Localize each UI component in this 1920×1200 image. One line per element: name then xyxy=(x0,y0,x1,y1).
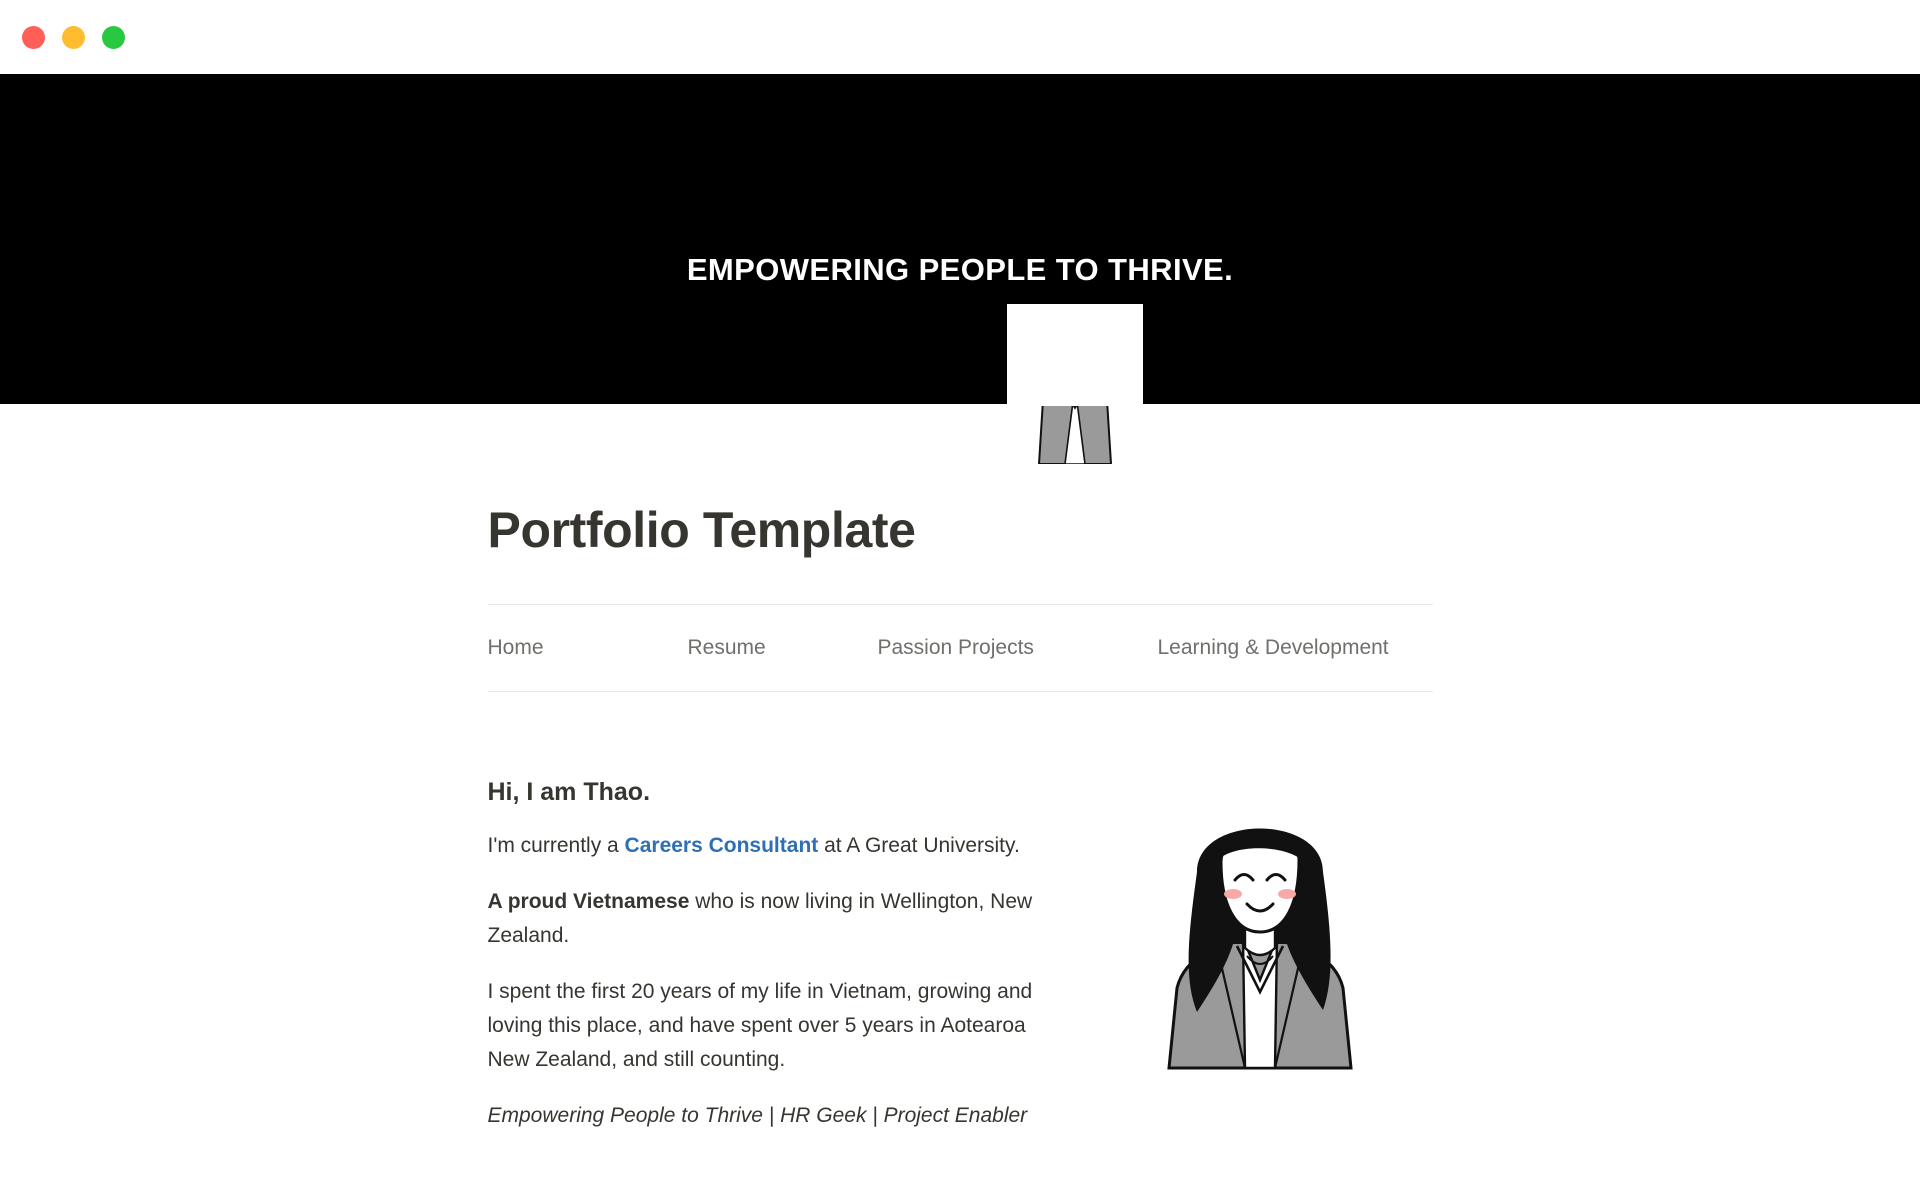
intro-paragraph-1 xyxy=(488,829,1048,863)
tab-nav xyxy=(488,604,1433,692)
content-column xyxy=(488,404,1433,1155)
intro-p1-after: at A Great University. xyxy=(818,834,1020,857)
tab-resume[interactable]: Resume xyxy=(687,636,766,659)
tab-home[interactable]: Home xyxy=(487,636,544,659)
intro-p2-bold: A proud Vietnamese xyxy=(487,890,690,914)
intro-p2-rest: who is now living in Wellington, New Zealand. xyxy=(487,890,1033,948)
tab-learning-development[interactable]: Learning & Development xyxy=(1157,636,1389,659)
portrait-illustration-icon xyxy=(1125,780,1395,1080)
careers-consultant-link[interactable]: Careers Consultant xyxy=(624,834,819,857)
intro-text-column xyxy=(488,778,1048,1155)
intro-portrait xyxy=(1088,778,1433,1155)
tab-passion-projects[interactable]: Passion Projects xyxy=(877,636,1034,659)
page-body xyxy=(0,404,1920,1155)
hero-tagline: EMPOWERING PEOPLE TO THRIVE. xyxy=(686,252,1234,287)
avatar xyxy=(1007,304,1143,464)
intro-p1-before: I'm currently a xyxy=(487,834,625,857)
traffic-lights xyxy=(22,26,125,49)
maximize-window-button[interactable] xyxy=(102,26,125,49)
intro-heading: Hi, I am Thao. xyxy=(487,778,651,806)
minimize-window-button[interactable] xyxy=(62,26,85,49)
intro-paragraph-2 xyxy=(488,885,1048,953)
avatar-backdrop xyxy=(1007,304,1143,406)
intro-paragraph-3: I spent the first 20 years of my life in Vietnam, growing and loving this place, and have spent over 5 years in Aotearoa New Zealand, and still counting. xyxy=(487,980,1033,1072)
window-title-bar xyxy=(0,0,1920,74)
hero-banner xyxy=(0,74,1920,404)
intro-paragraph-4: Empowering People to Thrive | HR Geek | Project Enabler xyxy=(487,1104,1028,1128)
page-title: Portfolio Template xyxy=(487,502,916,558)
close-window-button[interactable] xyxy=(22,26,45,49)
intro-section xyxy=(488,778,1433,1155)
